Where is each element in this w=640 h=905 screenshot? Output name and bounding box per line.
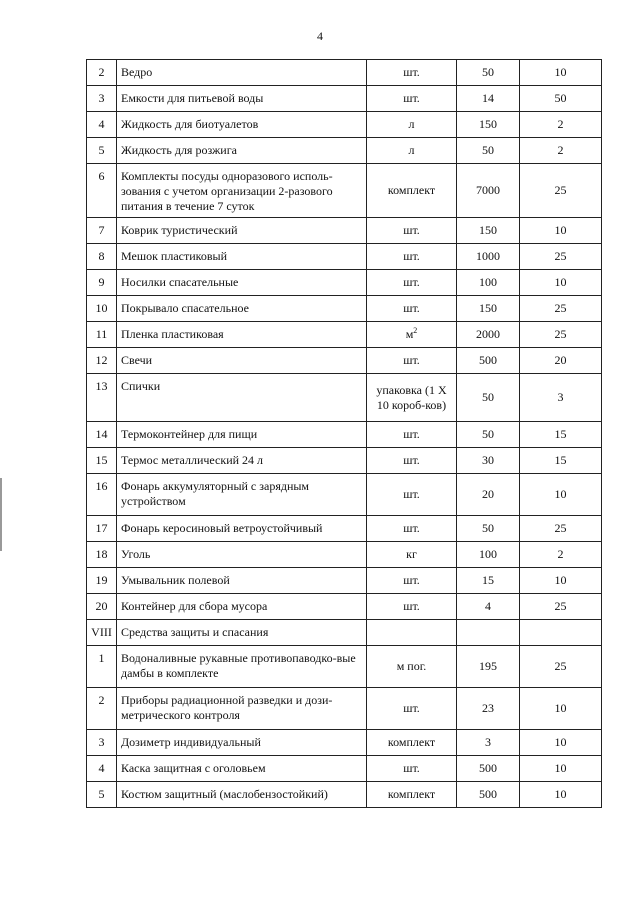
unit-cell: [367, 296, 457, 322]
item-name: [117, 542, 367, 568]
item-name-text: Жидкость для биотуалетов: [121, 117, 259, 131]
unit-cell: [367, 164, 457, 218]
unit-cell-text: м: [405, 327, 414, 341]
row-number: [87, 244, 117, 270]
percent-cell: [520, 112, 602, 138]
row-number: [87, 568, 117, 594]
item-name: [117, 244, 367, 270]
percent-cell: [520, 244, 602, 270]
unit-cell: [367, 782, 457, 808]
quantity-cell: [457, 620, 520, 646]
quantity-cell-text: 500: [479, 353, 497, 367]
row-number-text: 14: [95, 427, 108, 441]
table-row: [87, 60, 602, 86]
percent-cell: [520, 60, 602, 86]
row-number: [87, 474, 117, 516]
percent-cell-text: 25: [554, 327, 567, 341]
row-number: [87, 322, 117, 348]
percent-cell-text: 10: [554, 223, 567, 237]
quantity-cell: [457, 730, 520, 756]
quantity-cell: [457, 516, 520, 542]
quantity-cell: [457, 112, 520, 138]
unit-cell: [367, 270, 457, 296]
row-number-text: 20: [95, 599, 108, 613]
item-name: [117, 730, 367, 756]
item-name-text: Костюм защитный (маслобензостойкий): [121, 787, 328, 801]
quantity-cell: [457, 322, 520, 348]
quantity-cell-text: 195: [479, 659, 497, 673]
quantity-cell-text: 1000: [476, 249, 500, 263]
percent-cell-text: 2: [557, 117, 564, 131]
row-number: [87, 374, 117, 422]
item-name-text: Средства защиты и спасания: [121, 625, 269, 639]
row-number: [87, 730, 117, 756]
row-number: [87, 646, 117, 688]
unit-cell-text: шт.: [403, 353, 420, 367]
percent-cell: [520, 730, 602, 756]
percent-cell-text: 25: [554, 599, 567, 613]
item-name: [117, 620, 367, 646]
item-name-text: Спички: [121, 379, 161, 393]
row-number-text: 13: [95, 379, 108, 393]
quantity-cell-text: 3: [485, 735, 491, 749]
item-name: [117, 516, 367, 542]
item-name: [117, 782, 367, 808]
row-number-text: 2: [98, 65, 105, 79]
quantity-cell: [457, 138, 520, 164]
unit-cell-text: шт.: [403, 761, 420, 775]
quantity-cell-text: 14: [482, 91, 494, 105]
row-number-text: 8: [98, 249, 105, 263]
item-name: [117, 348, 367, 374]
unit-cell: [367, 568, 457, 594]
row-number-text: 17: [95, 521, 108, 535]
percent-cell: [520, 422, 602, 448]
unit-cell-text: шт.: [403, 275, 420, 289]
item-name-text: Носилки спасательные: [121, 275, 239, 289]
unit-cell: [367, 542, 457, 568]
item-name: [117, 86, 367, 112]
item-name: [117, 646, 367, 688]
table-row: [87, 112, 602, 138]
quantity-cell-text: 4: [485, 599, 491, 613]
table-row: [87, 296, 602, 322]
item-name-text: Приборы радиационной разведки и дози-метрического контроля: [121, 693, 333, 722]
row-number: [87, 164, 117, 218]
item-name-text: Фонарь керосиновый ветроустойчивый: [121, 521, 323, 535]
percent-cell-text: 25: [554, 659, 567, 673]
row-number: [87, 112, 117, 138]
unit-cell-text: шт.: [403, 301, 420, 315]
row-number: [87, 60, 117, 86]
unit-cell: [367, 112, 457, 138]
row-number-text: 7: [98, 223, 105, 237]
table-row: [87, 374, 602, 422]
item-name-text: Емкости для питьевой воды: [121, 91, 264, 105]
row-number-text: 12: [95, 353, 108, 367]
row-number-text: 1: [98, 651, 105, 665]
row-number-text: 18: [95, 547, 108, 561]
supply-table: [86, 59, 602, 808]
percent-cell-text: 15: [554, 427, 567, 441]
row-number-text: 19: [95, 573, 108, 587]
percent-cell: [520, 516, 602, 542]
percent-cell-text: 25: [554, 301, 567, 315]
percent-cell-text: 10: [554, 787, 567, 801]
percent-cell: [520, 322, 602, 348]
table-body: [87, 60, 602, 808]
item-name: [117, 374, 367, 422]
table-row: [87, 86, 602, 112]
unit-cell: [367, 756, 457, 782]
table-row: [87, 688, 602, 730]
unit-cell: [367, 60, 457, 86]
unit-superscript: 2: [413, 326, 418, 335]
unit-cell: [367, 422, 457, 448]
unit-cell: [367, 620, 457, 646]
table-row: [87, 646, 602, 688]
item-name-text: Жидкость для розжига: [121, 143, 237, 157]
table-row: [87, 542, 602, 568]
quantity-cell-text: 15: [482, 573, 494, 587]
row-number: [87, 138, 117, 164]
margin-mark: [0, 478, 2, 551]
row-number: [87, 782, 117, 808]
quantity-cell: [457, 86, 520, 112]
item-name: [117, 270, 367, 296]
quantity-cell: [457, 448, 520, 474]
percent-cell: [520, 270, 602, 296]
percent-cell: [520, 86, 602, 112]
quantity-cell-text: 50: [482, 390, 494, 404]
item-name-text: Умывальник полевой: [121, 573, 230, 587]
quantity-cell: [457, 568, 520, 594]
quantity-cell-text: 30: [482, 453, 494, 467]
unit-cell-text: шт.: [403, 521, 420, 535]
quantity-cell: [457, 60, 520, 86]
table-row: [87, 218, 602, 244]
item-name: [117, 474, 367, 516]
table-row: [87, 782, 602, 808]
item-name-text: Контейнер для сбора мусора: [121, 599, 268, 613]
table-row: [87, 474, 602, 516]
unit-cell: [367, 474, 457, 516]
quantity-cell-text: 150: [479, 117, 497, 131]
percent-cell-text: 3: [557, 390, 564, 404]
row-number-text: 9: [98, 275, 105, 289]
percent-cell: [520, 164, 602, 218]
table-row: [87, 270, 602, 296]
quantity-cell-text: 50: [482, 521, 494, 535]
unit-cell-text: шт.: [403, 249, 420, 263]
table-row: [87, 756, 602, 782]
unit-cell: [367, 646, 457, 688]
item-name-text: Покрывало спасательное: [121, 301, 249, 315]
unit-cell: [367, 730, 457, 756]
unit-cell: [367, 322, 457, 348]
item-name: [117, 568, 367, 594]
quantity-cell-text: 7000: [476, 183, 500, 197]
table-row: [87, 164, 602, 218]
table-row: [87, 448, 602, 474]
quantity-cell-text: 500: [479, 787, 497, 801]
percent-cell: [520, 448, 602, 474]
item-name: [117, 594, 367, 620]
unit-cell: [367, 448, 457, 474]
quantity-cell: [457, 296, 520, 322]
table-row: [87, 568, 602, 594]
unit-cell: [367, 86, 457, 112]
quantity-cell: [457, 688, 520, 730]
unit-cell: [367, 594, 457, 620]
percent-cell-text: 25: [554, 183, 567, 197]
row-number: [87, 688, 117, 730]
quantity-cell-text: 20: [482, 487, 494, 501]
percent-cell-text: 10: [554, 573, 567, 587]
table-row: [87, 244, 602, 270]
percent-cell: [520, 218, 602, 244]
row-number-text: 6: [98, 169, 105, 183]
item-name-text: Свечи: [121, 353, 153, 367]
quantity-cell-text: 2000: [476, 327, 500, 341]
row-number-text: 4: [98, 761, 105, 775]
unit-cell: [367, 348, 457, 374]
percent-cell: [520, 646, 602, 688]
unit-cell-text: шт.: [403, 701, 420, 715]
item-name: [117, 422, 367, 448]
item-name-text: Ведро: [121, 65, 153, 79]
row-number-text: 16: [95, 479, 108, 493]
percent-cell: [520, 782, 602, 808]
row-number-text: 2: [98, 693, 105, 707]
unit-cell-text: комплект: [387, 735, 436, 749]
unit-cell: [367, 138, 457, 164]
quantity-cell-text: 50: [482, 143, 494, 157]
item-name-text: Водоналивные рукавные противопаводко-вые дамбы в комплекте: [121, 651, 356, 680]
table-row: [87, 620, 602, 646]
percent-cell-text: 10: [554, 735, 567, 749]
item-name: [117, 218, 367, 244]
unit-cell-text: шт.: [403, 91, 420, 105]
item-name-text: Термос металлический 24 л: [121, 453, 264, 467]
quantity-cell-text: 50: [482, 427, 494, 441]
percent-cell-text: 10: [554, 275, 567, 289]
unit-cell-text: шт.: [403, 453, 420, 467]
quantity-cell: [457, 270, 520, 296]
row-number: [87, 620, 117, 646]
percent-cell-text: 10: [554, 487, 567, 501]
percent-cell-text: 50: [554, 91, 567, 105]
item-name: [117, 164, 367, 218]
unit-cell-text: упаковка (1 Х 10 короб-ков): [376, 382, 447, 412]
percent-cell-text: 10: [554, 701, 567, 715]
unit-cell-text: шт.: [403, 573, 420, 587]
unit-cell-text: комплект: [387, 787, 436, 801]
quantity-cell: [457, 594, 520, 620]
item-name-text: Коврик туристический: [121, 223, 238, 237]
row-number-text: 15: [95, 453, 108, 467]
row-number-text: 11: [95, 327, 108, 341]
row-number-text: 5: [98, 787, 105, 801]
percent-cell: [520, 474, 602, 516]
row-number: [87, 270, 117, 296]
quantity-cell-text: 50: [482, 65, 494, 79]
unit-cell-text: л: [408, 143, 415, 157]
quantity-cell: [457, 422, 520, 448]
quantity-cell: [457, 474, 520, 516]
unit-cell-text: шт.: [403, 427, 420, 441]
percent-cell: [520, 296, 602, 322]
unit-cell: [367, 516, 457, 542]
quantity-cell: [457, 244, 520, 270]
quantity-cell-text: 100: [479, 547, 497, 561]
percent-cell: [520, 620, 602, 646]
unit-cell-text: кг: [406, 547, 417, 561]
quantity-cell: [457, 348, 520, 374]
row-number: [87, 348, 117, 374]
quantity-cell-text: 23: [482, 701, 494, 715]
item-name: [117, 296, 367, 322]
percent-cell: [520, 138, 602, 164]
item-name: [117, 138, 367, 164]
table-row: [87, 348, 602, 374]
quantity-cell: [457, 646, 520, 688]
unit-cell-text: шт.: [403, 599, 420, 613]
row-number: [87, 594, 117, 620]
percent-cell: [520, 348, 602, 374]
quantity-cell: [457, 164, 520, 218]
row-number: [87, 218, 117, 244]
unit-cell-text: шт.: [403, 487, 420, 501]
item-name-text: Фонарь аккумуляторный с зарядным устройством: [121, 479, 310, 508]
item-name-text: Пленка пластиковая: [121, 327, 224, 341]
percent-cell-text: 2: [557, 143, 564, 157]
percent-cell-text: 25: [554, 521, 567, 535]
percent-cell: [520, 756, 602, 782]
row-number: [87, 86, 117, 112]
unit-cell-text: л: [408, 117, 415, 131]
unit-cell-text: комплект: [387, 183, 436, 197]
table-row: [87, 516, 602, 542]
percent-cell-text: 10: [554, 761, 567, 775]
row-number-text: 4: [98, 117, 105, 131]
item-name: [117, 322, 367, 348]
quantity-cell-text: 150: [479, 301, 497, 315]
item-name-text: Комплекты посуды одноразового исполь-зования с учетом организации 2-разового питания в течение 7 суток: [121, 169, 333, 213]
quantity-cell-text: 100: [479, 275, 497, 289]
quantity-cell-text: 500: [479, 761, 497, 775]
row-number-text: 5: [98, 143, 105, 157]
unit-cell: [367, 374, 457, 422]
row-number: [87, 516, 117, 542]
item-name-text: Термоконтейнер для пищи: [121, 427, 258, 441]
row-number: [87, 542, 117, 568]
quantity-cell: [457, 218, 520, 244]
quantity-cell: [457, 782, 520, 808]
row-number-text: 10: [95, 301, 108, 315]
table-row: [87, 422, 602, 448]
percent-cell: [520, 594, 602, 620]
quantity-cell: [457, 374, 520, 422]
row-number: [87, 296, 117, 322]
percent-cell-text: 25: [554, 249, 567, 263]
percent-cell-text: 10: [554, 65, 567, 79]
unit-cell-text: м пог.: [396, 659, 427, 673]
row-number-text: 3: [98, 735, 105, 749]
unit-cell-text: шт.: [403, 223, 420, 237]
unit-cell: [367, 244, 457, 270]
unit-cell: [367, 218, 457, 244]
percent-cell-text: 20: [554, 353, 567, 367]
item-name: [117, 112, 367, 138]
item-name: [117, 756, 367, 782]
table-row: [87, 594, 602, 620]
table-row: [87, 322, 602, 348]
item-name-text: Дозиметр индивидуальный: [121, 735, 261, 749]
row-number-text: 3: [98, 91, 105, 105]
percent-cell: [520, 688, 602, 730]
page-number: 4: [317, 29, 323, 43]
quantity-cell: [457, 756, 520, 782]
item-name-text: Каска защитная с оголовьем: [121, 761, 266, 775]
unit-cell: [367, 688, 457, 730]
quantity-cell: [457, 542, 520, 568]
table-row: [87, 138, 602, 164]
percent-cell-text: 15: [554, 453, 567, 467]
row-number: [87, 756, 117, 782]
row-number-text: VIII: [91, 625, 112, 639]
unit-cell-text: шт.: [403, 65, 420, 79]
percent-cell-text: 2: [557, 547, 564, 561]
percent-cell: [520, 374, 602, 422]
percent-cell: [520, 568, 602, 594]
item-name-text: Уголь: [121, 547, 151, 561]
percent-cell: [520, 542, 602, 568]
item-name-text: Мешок пластиковый: [121, 249, 228, 263]
table-row: [87, 730, 602, 756]
item-name: [117, 448, 367, 474]
item-name: [117, 688, 367, 730]
row-number: [87, 448, 117, 474]
quantity-cell-text: 150: [479, 223, 497, 237]
row-number: [87, 422, 117, 448]
item-name: [117, 60, 367, 86]
